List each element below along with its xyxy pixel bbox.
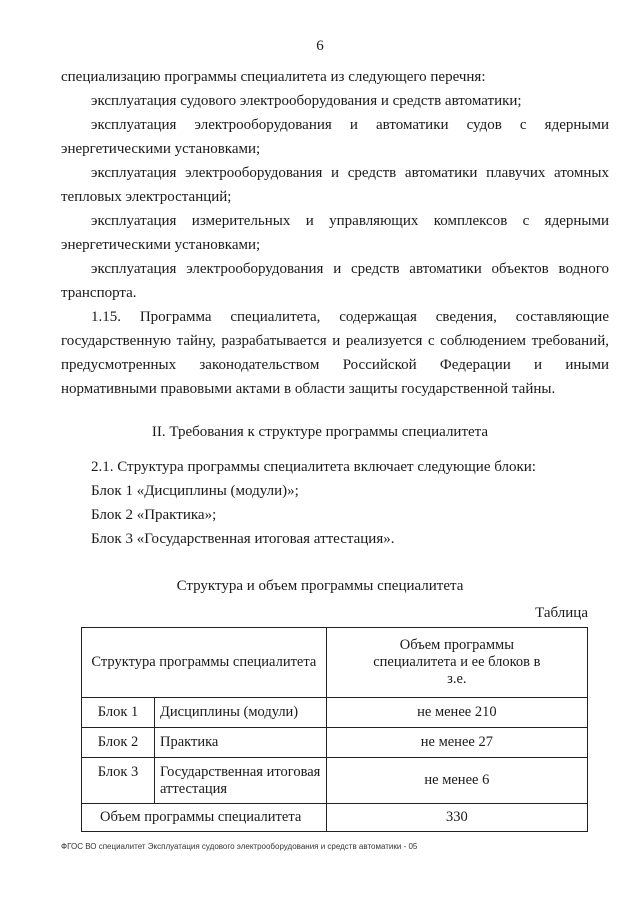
table-header-row — [82, 628, 588, 698]
header-structure: Структура программы специалитета — [82, 628, 327, 698]
list-item: эксплуатация электрооборудования и средств автоматики объектов водного транспорта. — [61, 261, 609, 301]
page-number: 6 — [316, 38, 324, 54]
list-item: эксплуатация электрооборудования и автоматики судов с ядерными энергетическими установками; — [61, 117, 609, 157]
block-volume: не менее 27 — [326, 728, 587, 758]
header-volume: Объем программы специалитета и ее блоков в з.е. — [326, 628, 587, 698]
structure-table — [81, 627, 588, 832]
structure-line: 2.1. Структура программы специалитета включает следующие блоки: — [91, 459, 536, 475]
table-row — [82, 728, 588, 758]
block-name: Дисциплины (модули) — [155, 698, 327, 728]
paragraph-intro: специализацию программы специалитета из следующего перечня: — [61, 69, 486, 85]
total-label: Объем программы специалитета — [82, 804, 327, 832]
block-code: Блок 2 — [82, 728, 155, 758]
block-volume: не менее 210 — [326, 698, 587, 728]
table-title: Структура и объем программы специалитета — [176, 578, 464, 594]
block-code: Блок 3 — [82, 758, 155, 804]
list-item: эксплуатация судового электрооборудования и средств автоматики; — [91, 93, 522, 109]
list-item: эксплуатация электрооборудования и средств автоматики плавучих атомных тепловых электростанций; — [61, 165, 609, 205]
table-row — [82, 758, 588, 804]
paragraph-1-15: 1.15. Программа специалитета, содержащая сведения, составляющие государственную тайну, разрабатывается и реализуется с соблюдением требований, предусмотренных законодательством Российской Федерации и иными нормативными правовыми актами в области защиты государственной тайны. — [61, 309, 609, 397]
table-label: Таблица — [535, 605, 588, 621]
structure-list — [61, 455, 609, 551]
body-text — [61, 65, 609, 401]
block-code: Блок 1 — [82, 698, 155, 728]
block-name: Государственная итоговая аттестация — [155, 758, 327, 804]
list-item: эксплуатация измерительных и управляющих комплексов с ядерными энергетическими установками; — [61, 213, 609, 253]
structure-line: Блок 1 «Дисциплины (модули)»; — [91, 483, 299, 499]
block-volume: не менее 6 — [326, 758, 587, 804]
structure-line: Блок 3 «Государственная итоговая аттестация». — [91, 531, 395, 547]
footer: ФГОС ВО специалитет Эксплуатация судового электрооборудования и средств автоматики - 05 — [61, 842, 418, 851]
table-total-row — [82, 804, 588, 832]
block-name: Практика — [155, 728, 327, 758]
table-row — [82, 698, 588, 728]
section-heading: II. Требования к структуре программы специалитета — [151, 424, 489, 440]
structure-line: Блок 2 «Практика»; — [91, 507, 217, 523]
total-value: 330 — [326, 804, 587, 832]
